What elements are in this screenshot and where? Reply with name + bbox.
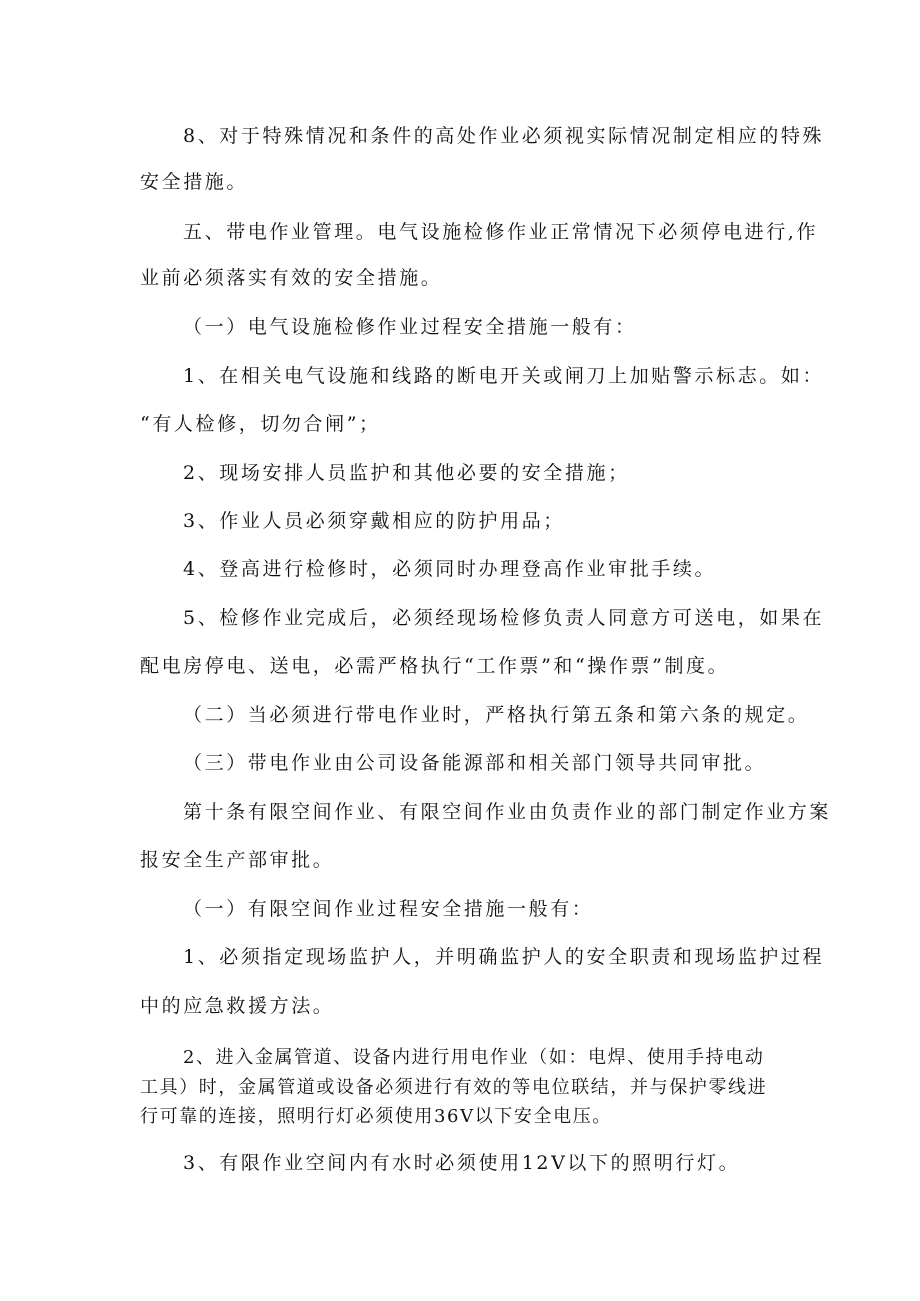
- article-10-line-1: 第十条有限空间作业、有限空间作业由负责作业的部门制定作业方案: [183, 801, 832, 823]
- item-3: 3、作业人员必须穿戴相应的防护用品；: [183, 510, 565, 532]
- confined-item-3: 3、有限作业空间内有水时必须使用12V以下的照明行灯。: [183, 1152, 741, 1174]
- article-10-line-2: 报安全生产部审批。: [140, 849, 335, 871]
- para-8-line-1: 8、对于特殊情况和条件的高处作业必须视实际情况制定相应的特殊: [183, 125, 825, 147]
- subsection-2: （二）当必须进行带电作业时，严格执行第五条和第六条的规定。: [183, 704, 810, 726]
- item-2: 2、现场安排人员监护和其他必要的安全措施；: [183, 462, 630, 484]
- item-1-line-2: “有人检修，切勿合闸”；: [140, 413, 381, 435]
- confined-item-2-line-2: 工具）时，金属管道或设备必须进行有效的等电位联结，并与保护零线进: [140, 1077, 768, 1098]
- section-5-line-1: 五、带电作业管理。电气设施检修作业正常情况下必须停电进行,作: [183, 221, 819, 243]
- subsection-1-heading: （一）电气设施检修作业过程安全措施一般有：: [183, 316, 637, 338]
- subsection-3: （三）带电作业由公司设备能源部和相关部门领导共同审批。: [183, 752, 767, 774]
- confined-item-1-line-2: 中的应急救援方法。: [140, 995, 335, 1017]
- confined-item-2-line-1: 2、进入金属管道、设备内进行用电作业（如：电焊、使用手持电动: [183, 1047, 765, 1068]
- para-8-line-2: 安全措施。: [140, 171, 249, 193]
- item-5-line-1: 5、检修作业完成后，必须经现场检修负责人同意方可送电，如果在: [183, 607, 825, 629]
- confined-item-1-line-1: 1、必须指定现场监护人，并明确监护人的安全职责和现场监护过程: [183, 946, 825, 968]
- item-5-line-2: 配电房停电、送电，必需严格执行“工作票”和“操作票”制度。: [140, 655, 730, 677]
- item-4: 4、登高进行检修时，必须同时办理登高作业审批手续。: [183, 558, 717, 580]
- section-5-line-2: 业前必须落实有效的安全措施。: [140, 267, 443, 289]
- confined-item-2-line-3: 行可靠的连接，照明行灯必须使用36V以下安全电压。: [140, 1106, 612, 1127]
- item-1-line-1: 1、在相关电气设施和线路的断电开关或闸刀上加贴警示标志。如：: [183, 365, 825, 387]
- confined-subsection-1-heading: （一）有限空间作业过程安全措施一般有：: [183, 898, 594, 920]
